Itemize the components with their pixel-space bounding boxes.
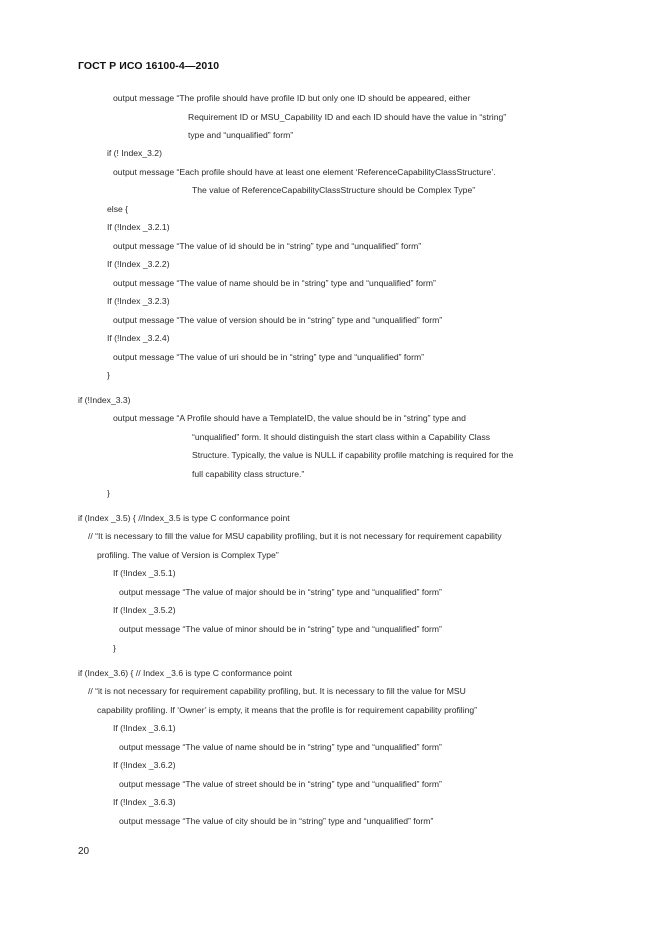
code-line: If (!Index _3.5.1) [113, 568, 176, 578]
page-number: 20 [78, 846, 90, 857]
code-line: profiling. The value of Version is Complex Type” [97, 550, 279, 560]
code-line: // “It is necessary to fill the value for MSU capability profiling, but it is not necessary for requirement capability [88, 531, 502, 541]
code-line: output message “A Profile should have a TemplateID, the value should be in “string” type and [113, 413, 466, 423]
code-line: output message “The value of uri should be in “string” type and “unqualified” form” [113, 352, 424, 362]
code-line: output message “The value of id should be in “string” type and “unqualified” form” [113, 241, 422, 251]
code-line: capability profiling. If ‘Owner’ is empty, it means that the profile is for requirement capability profiling” [97, 705, 478, 715]
code-line: If (!Index _3.5.2) [113, 605, 176, 615]
code-line: The value of ReferenceCapabilityClassStructure should be Complex Type” [192, 185, 476, 195]
code-line: output message “The value of major should be in “string” type and “unqualified” form” [119, 587, 442, 597]
code-line: If (!Index _3.6.2) [113, 760, 176, 770]
code-line: } [107, 488, 110, 498]
code-line: output message “The value of city should be in “string” type and “unqualified” form” [119, 816, 434, 826]
code-line: If (!Index _3.2.4) [107, 333, 170, 343]
code-line: type and “unqualified” form” [188, 130, 294, 140]
code-line: if (!Index_3.3) [78, 395, 131, 405]
code-line: output message “The value of street should be in “string” type and “unqualified” form” [119, 779, 442, 789]
code-line: Requirement ID or MSU_Capability ID and each ID should have the value in “string” [188, 112, 507, 122]
code-line: full capability class structure.” [192, 469, 305, 479]
code-line: if (Index_3.6) { // Index _3.6 is type C conformance point [78, 668, 293, 678]
code-line: output message “Each profile should have at least one element ‘ReferenceCapabilityClassStructure’. [113, 167, 496, 177]
code-line: } [107, 370, 110, 380]
code-line: output message “The value of minor should be in “string” type and “unqualified” form” [119, 624, 442, 634]
code-line: output message “The value of name should be in “string” type and “unqualified” form” [113, 278, 436, 288]
code-line: Structure. Typically, the value is NULL if capability profile matching is required for the [192, 450, 514, 460]
document-header: ГОСТ Р ИСО 16100-4—2010 [78, 60, 220, 72]
code-line: // “it is not necessary for requirement capability profiling, but. It is necessary to fill the value for MSU [88, 686, 466, 696]
code-line: If (!Index _3.6.3) [113, 797, 176, 807]
code-line: if (! Index_3.2) [107, 148, 162, 158]
code-line: If (!Index _3.6.1) [113, 723, 176, 733]
code-line: } [113, 643, 116, 653]
code-line: output message “The profile should have profile ID but only one ID should be appeared, either [113, 93, 471, 103]
code-line: “unqualified” form. It should distinguish the start class within a Capability Class [192, 432, 491, 442]
code-line: output message “The value of version should be in “string” type and “unqualified” form” [113, 315, 443, 325]
code-line: else { [107, 204, 129, 214]
code-line: If (!Index _3.2.3) [107, 296, 170, 306]
code-line: if (Index _3.5) { //Index_3.5 is type C conformance point [78, 513, 290, 523]
code-line: output message “The value of name should be in “string” type and “unqualified” form” [119, 742, 442, 752]
code-line: If (!Index _3.2.2) [107, 259, 170, 269]
code-line: If (!Index _3.2.1) [107, 222, 170, 232]
